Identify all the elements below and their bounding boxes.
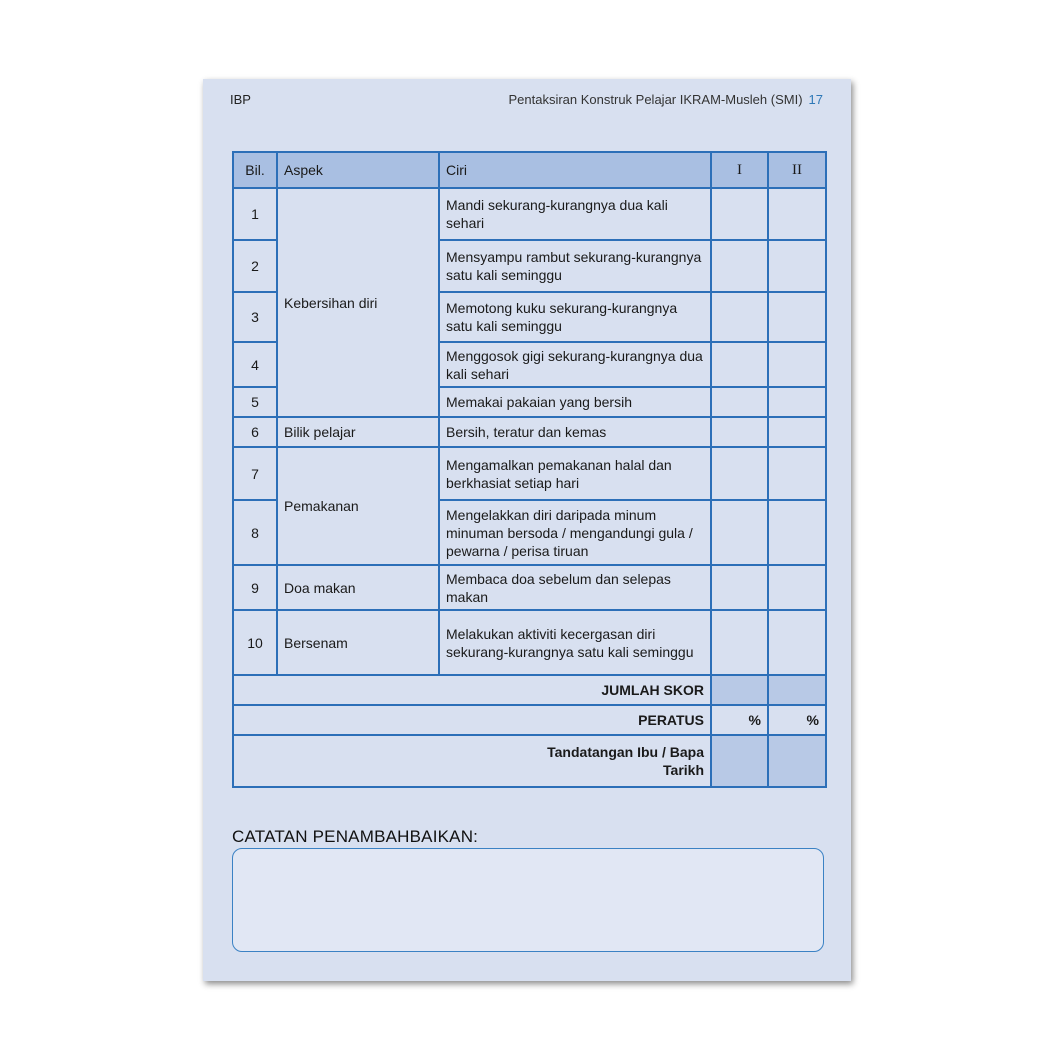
ciri-cell: Mensyampu rambut sekurang-kurangnya satu kali seminggu (439, 240, 711, 292)
peratus-cell-ii[interactable] (768, 705, 826, 735)
assessment-table (232, 151, 827, 788)
ciri-cell: Membaca doa sebelum dan selepas makan (439, 565, 711, 610)
notes-box[interactable] (232, 848, 824, 952)
col-header-bil: Bil. (233, 152, 277, 188)
ciri-cell: Bersih, teratur dan kemas (439, 417, 711, 447)
bil-cell: 9 (233, 565, 277, 610)
percent-sign: % (806, 712, 819, 728)
percent-sign: % (748, 712, 761, 728)
score-cell-i[interactable] (711, 610, 768, 675)
score-cell-ii[interactable] (768, 500, 826, 565)
ciri-cell: Memotong kuku sekurang-kurangnya satu kali seminggu (439, 292, 711, 342)
aspek-cell: Pemakanan (277, 447, 439, 565)
header-left-code: IBP (230, 92, 251, 107)
peratus-row (233, 705, 826, 735)
signature-cell-i[interactable] (711, 735, 768, 787)
aspek-cell: Doa makan (277, 565, 439, 610)
signature-label-line2: Tarikh (663, 762, 704, 778)
score-cell-i[interactable] (711, 417, 768, 447)
table-row (233, 417, 826, 447)
signature-label (233, 735, 711, 787)
score-cell-i[interactable] (711, 387, 768, 417)
score-cell-i[interactable] (711, 447, 768, 500)
col-header-i: I (711, 152, 768, 188)
signature-cell-ii[interactable] (768, 735, 826, 787)
bil-cell: 6 (233, 417, 277, 447)
table-row (233, 188, 826, 240)
ciri-cell: Mengamalkan pemakanan halal dan berkhasiat setiap hari (439, 447, 711, 500)
bil-cell: 7 (233, 447, 277, 500)
score-cell-ii[interactable] (768, 417, 826, 447)
page-number: 17 (808, 92, 823, 107)
score-cell-i[interactable] (711, 188, 768, 240)
notes-title: CATATAN PENAMBAHBAIKAN: (232, 827, 479, 846)
score-cell-i[interactable] (711, 500, 768, 565)
bil-cell: 5 (233, 387, 277, 417)
signature-row (233, 735, 826, 787)
table-row (233, 447, 826, 500)
ciri-cell: Memakai pakaian yang bersih (439, 387, 711, 417)
ciri-cell: Mengelakkan diri daripada minum minuman bersoda / mengandungi gula / pewarna / perisa tiruan (439, 500, 711, 565)
jumlah-skor-label: JUMLAH SKOR (233, 675, 711, 705)
score-cell-ii[interactable] (768, 447, 826, 500)
bil-cell: 4 (233, 342, 277, 387)
bil-cell: 3 (233, 292, 277, 342)
score-cell-ii[interactable] (768, 240, 826, 292)
col-header-aspek: Aspek (277, 152, 439, 188)
table-row (233, 565, 826, 610)
bil-cell: 8 (233, 500, 277, 565)
ciri-cell: Melakukan aktiviti kecergasan diri sekurang-kurangnya satu kali seminggu (439, 610, 711, 675)
score-cell-i[interactable] (711, 565, 768, 610)
aspek-cell: Bilik pelajar (277, 417, 439, 447)
bil-cell: 1 (233, 188, 277, 240)
col-header-ii: II (768, 152, 826, 188)
bil-cell: 2 (233, 240, 277, 292)
score-cell-ii[interactable] (768, 292, 826, 342)
aspek-cell: Bersenam (277, 610, 439, 675)
score-cell-i[interactable] (711, 240, 768, 292)
ciri-cell: Mandi sekurang-kurangnya dua kali sehari (439, 188, 711, 240)
col-header-ciri: Ciri (439, 152, 711, 188)
score-cell-ii[interactable] (768, 188, 826, 240)
aspek-cell: Kebersihan diri (277, 188, 439, 417)
table-row (233, 610, 826, 675)
score-cell-i[interactable] (711, 292, 768, 342)
peratus-cell-i[interactable] (711, 705, 768, 735)
table-header-row (233, 152, 826, 188)
bil-cell: 10 (233, 610, 277, 675)
score-cell-ii[interactable] (768, 342, 826, 387)
score-cell-i[interactable] (711, 342, 768, 387)
peratus-label: PERATUS (233, 705, 711, 735)
score-cell-ii[interactable] (768, 565, 826, 610)
score-cell-ii[interactable] (768, 610, 826, 675)
header-title-text: Pentaksiran Konstruk Pelajar IKRAM-Musleh (SMI) (508, 92, 803, 107)
ciri-cell: Menggosok gigi sekurang-kurangnya dua kali sehari (439, 342, 711, 387)
score-cell-ii[interactable] (768, 387, 826, 417)
header-title (508, 92, 823, 107)
worksheet-page (203, 79, 851, 981)
jumlah-skor-cell-ii[interactable] (768, 675, 826, 705)
jumlah-skor-row (233, 675, 826, 705)
jumlah-skor-cell-i[interactable] (711, 675, 768, 705)
signature-label-line1: Tandatangan Ibu / Bapa (547, 744, 704, 760)
